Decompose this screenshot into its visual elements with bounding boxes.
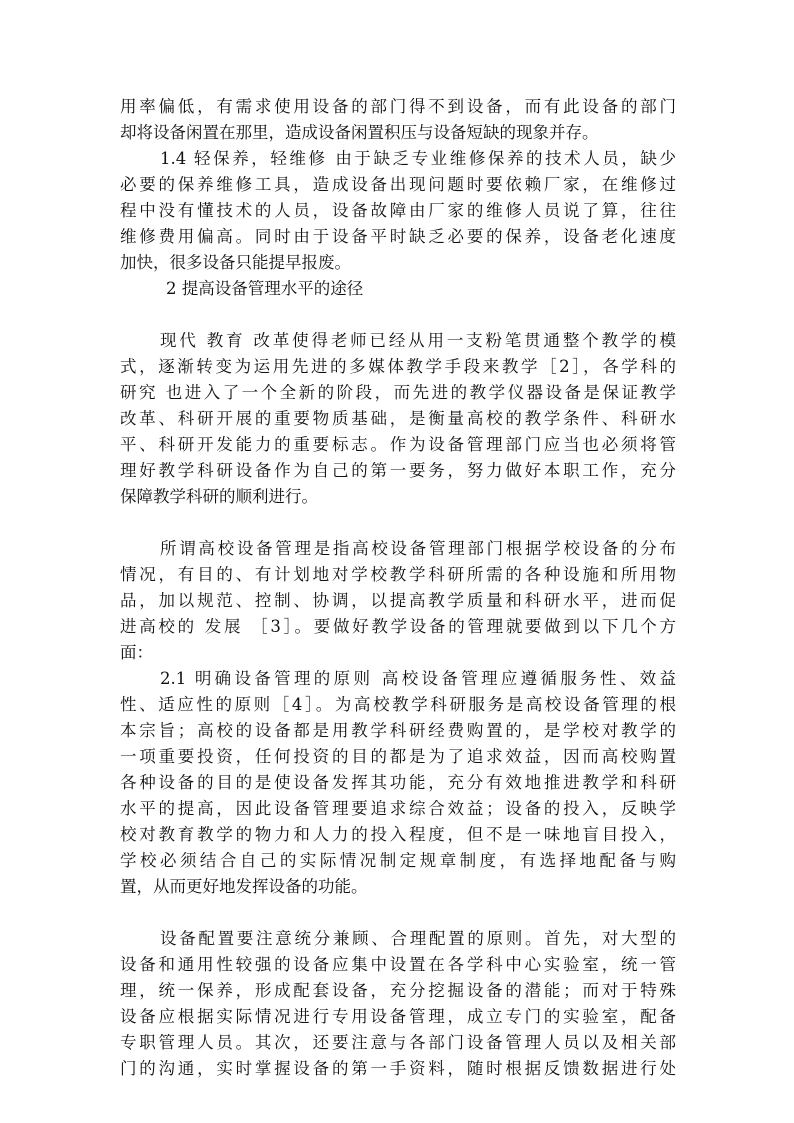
paragraph-equipment-configuration xyxy=(120,926,676,1082)
paragraph-equipment-utilization xyxy=(120,94,676,146)
text-line: 所谓高校设备管理是指高校设备管理部门根据学校设备的分布 xyxy=(160,539,676,558)
paragraph-management-definition xyxy=(120,536,676,666)
text-line: 本宗旨；高校的设备都是用教学科研经费购置的，是学校对教学的 xyxy=(120,721,676,740)
text-line: 维修费用偏高。同时由于设备平时缺乏必要的保养，设备老化速度 xyxy=(120,227,676,246)
text-line: 改革、科研开展的重要物质基础，是衡量高校的教学条件、科研水 xyxy=(120,409,676,428)
document-page xyxy=(120,94,676,1082)
text-line: 情况，有目的、有计划地对学校教学科研所需的各种设施和所用物 xyxy=(120,565,676,584)
text-line: 性、适应性的原则［4］。为高校教学科研服务是高校设备管理的根 xyxy=(120,695,676,714)
text-line: 各种设备的目的是使设备发挥其功能，充分有效地推进教学和科研 xyxy=(120,773,676,792)
paragraph-education-reform xyxy=(120,328,676,510)
text-line: 理，统一保养，形成配套设备，充分挖掘设备的潜能；而对于特殊 xyxy=(120,981,676,1000)
text-line: 加快，很多设备只能提早报废。 xyxy=(120,253,351,272)
text-line: 用率偏低，有需求使用设备的部门得不到设备，而有此设备的部门 xyxy=(120,97,676,116)
text-line: 却将设备闲置在那里，造成设备闲置积压与设备短缺的现象并存。 xyxy=(120,123,599,142)
text-line: 学校必须结合自己的实际情况制定规章制度，有选择地配备与购 xyxy=(120,851,676,870)
section-2-heading xyxy=(120,276,676,302)
text-line: 进高校的 发展 ［3］。要做好教学设备的管理就要做到以下几个方 xyxy=(120,617,676,636)
text-line: 设备应根据实际情况进行专用设备管理，成立专门的实验室，配备 xyxy=(120,1007,676,1026)
text-line: 面： xyxy=(120,643,153,662)
paragraph-section-2-1 xyxy=(120,666,676,900)
text-line: 设备配置要注意统分兼顾、合理配置的原则。首先，对大型的 xyxy=(160,929,676,948)
text-line: 研究 也进入了一个全新的阶段，而先进的教学仪器设备是保证教学 xyxy=(120,383,676,402)
text-line: 必要的保养维修工具，造成设备出现问题时要依赖厂家，在维修过 xyxy=(120,175,676,194)
text-line: 程中没有懂技术的人员，设备故障由厂家的维修人员说了算，往往 xyxy=(120,201,676,220)
text-line: 平、科研开发能力的重要标志。作为设备管理部门应当也必须将管 xyxy=(120,435,676,454)
text-line: 门的沟通，实时掌握设备的第一手资料，随时根据反馈数据进行处 xyxy=(120,1059,676,1078)
text-line: 保障教学科研的顺利进行。 xyxy=(120,487,318,506)
text-line: 品，加以规范、控制、协调，以提高教学质量和科研水平，进而促 xyxy=(120,591,676,610)
text-line: 现代 教育 改革使得老师已经从用一支粉笔贯通整个教学的模 xyxy=(160,331,676,350)
section-1-4-heading-line: 1.4 轻保养，轻维修 由于缺乏专业维修保养的技术人员，缺少 xyxy=(160,149,676,168)
section-2-1-heading-line: 2.1 明确设备管理的原则 高校设备管理应遵循服务性、效益 xyxy=(160,669,676,688)
paragraph-section-1-4 xyxy=(120,146,676,276)
text-line: 水平的提高，因此设备管理要追求综合效益；设备的投入，反映学 xyxy=(120,799,676,818)
text-line: 一项重要投资，任何投资的目的都是为了追求效益，因而高校购置 xyxy=(120,747,676,766)
blank-line xyxy=(120,900,676,926)
text-line: 设备和通用性较强的设备应集中设置在各学科中心实验室，统一管 xyxy=(120,955,676,974)
blank-line xyxy=(120,302,676,328)
text-line: 置，从而更好地发挥设备的功能。 xyxy=(120,877,368,896)
text-line: 式，逐渐转变为运用先进的多媒体教学手段来教学［2］，各学科的 xyxy=(120,357,676,376)
text-line: 专职管理人员。其次，还要注意与各部门设备管理人员以及相关部 xyxy=(120,1033,676,1052)
section-2-title: 2 提高设备管理水平的途径 xyxy=(166,279,364,298)
text-line: 理好教学科研设备作为自己的第一要务，努力做好本职工作，充分 xyxy=(120,461,676,480)
text-line: 校对教育教学的物力和人力的投入程度，但不是一味地盲目投入， xyxy=(120,825,676,844)
blank-line xyxy=(120,510,676,536)
